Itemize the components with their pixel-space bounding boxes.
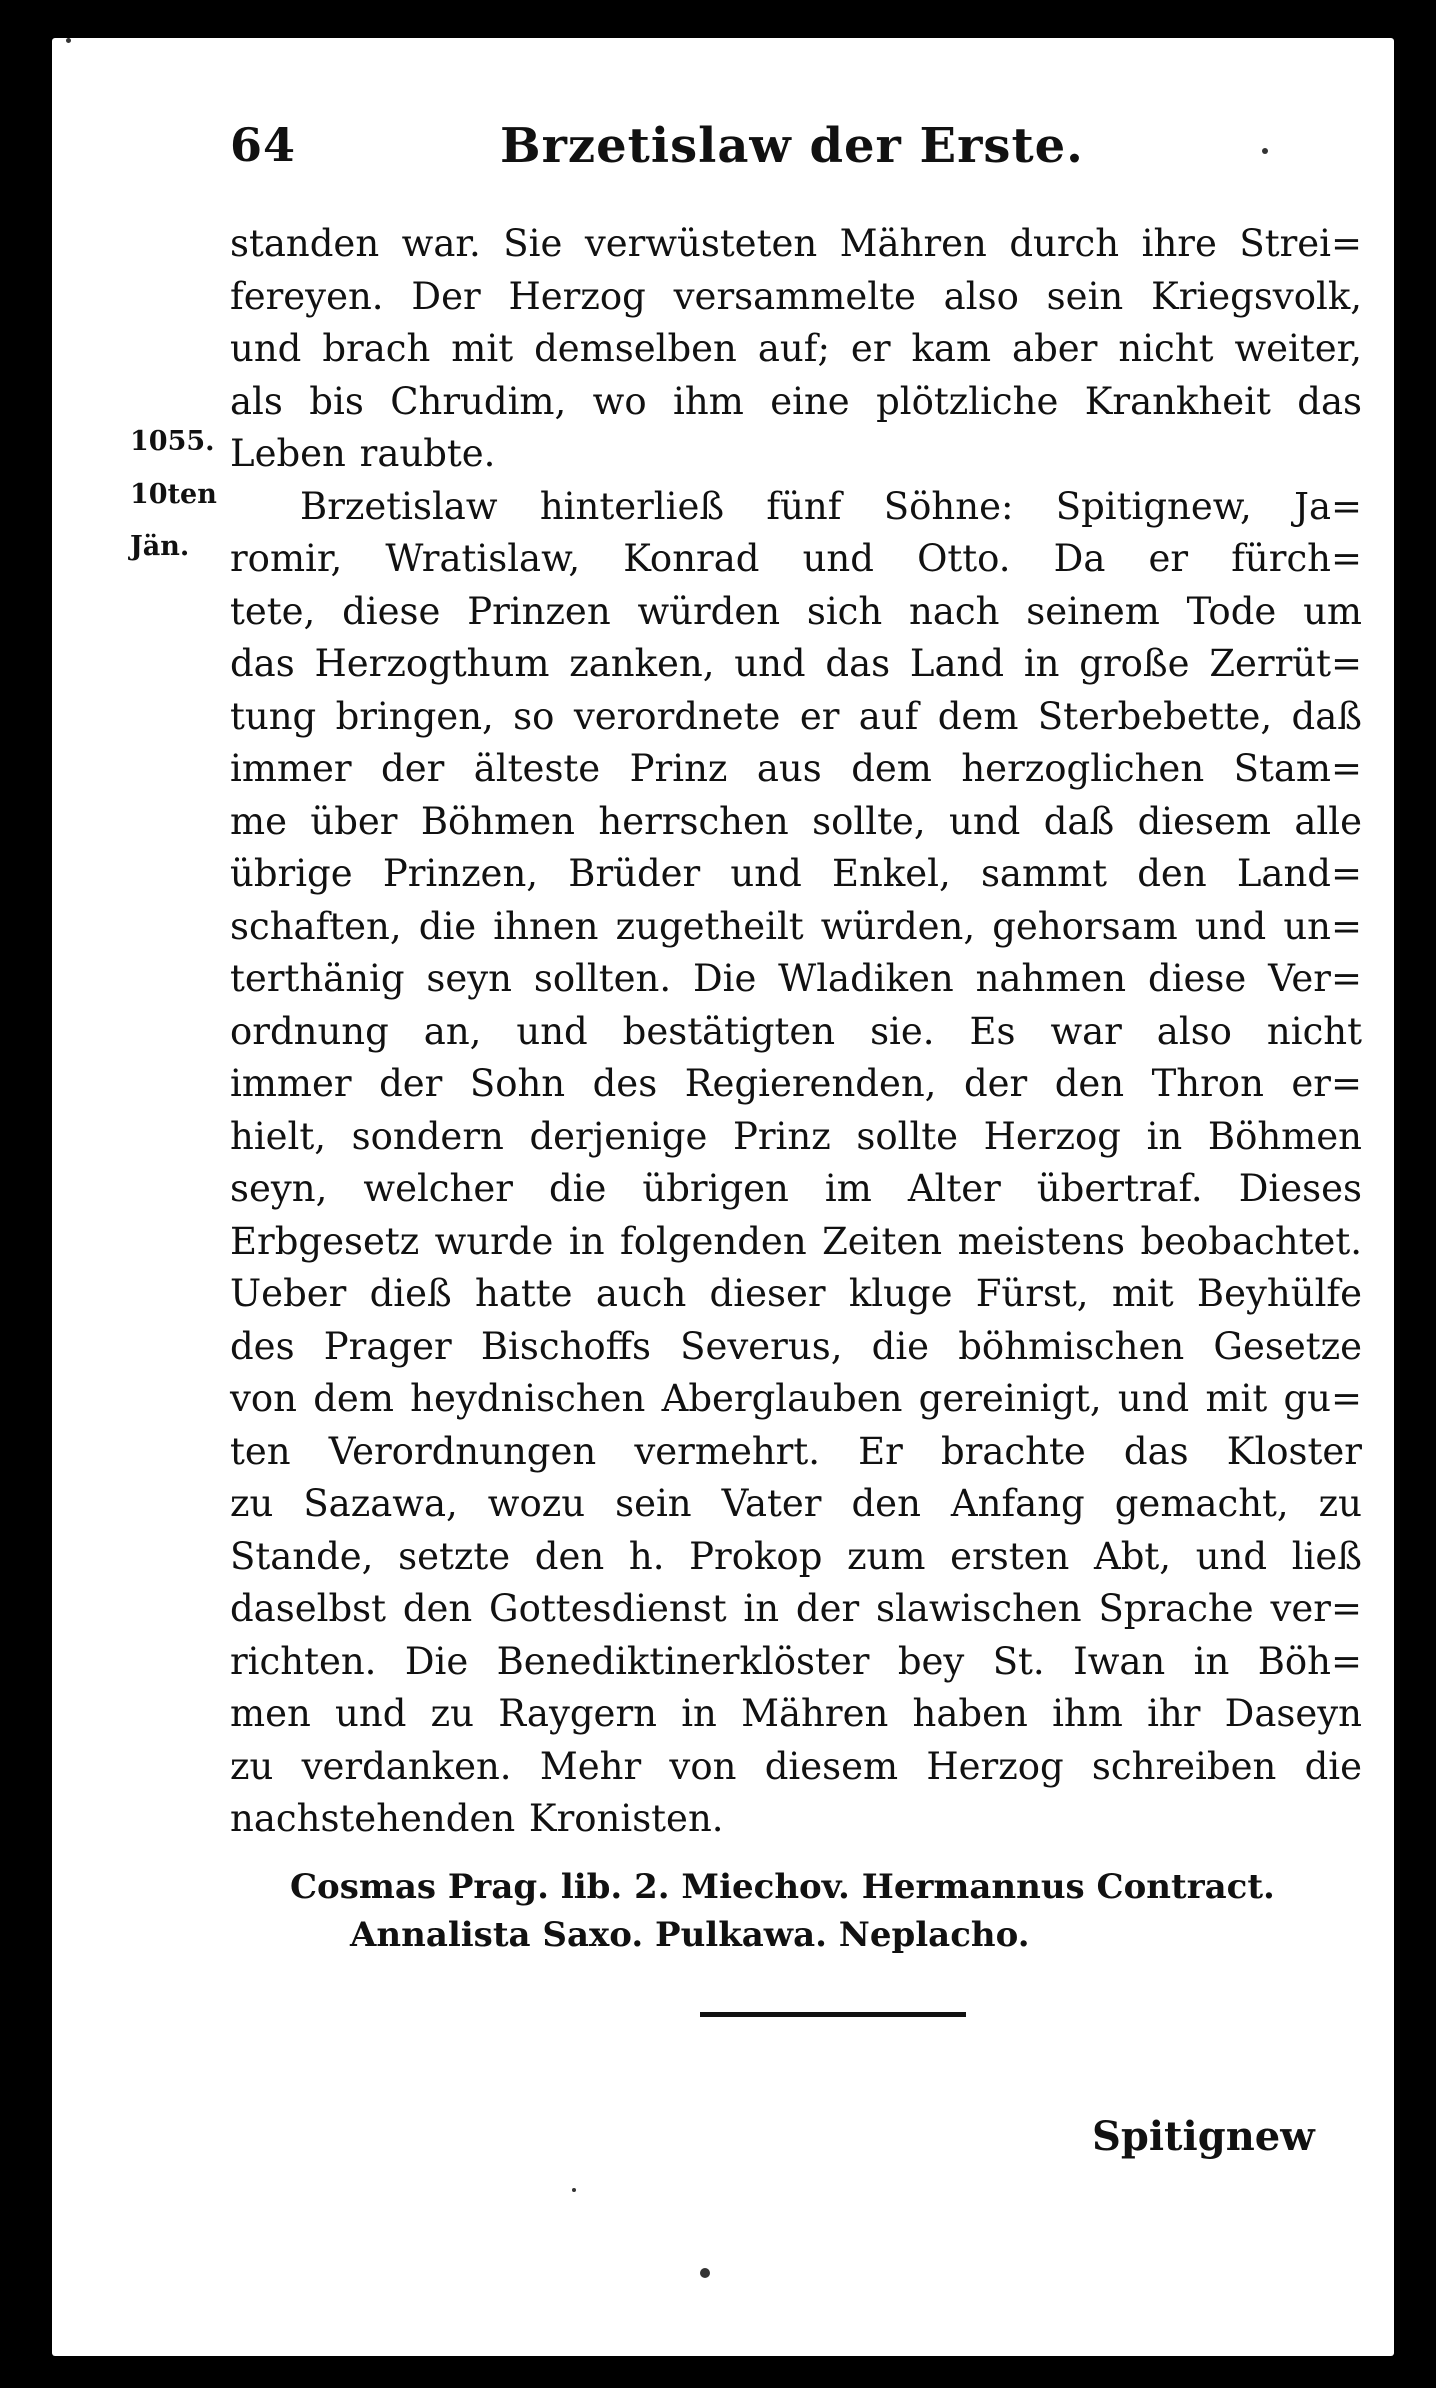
text-line: ten Verordnungen vermehrt. Er brachte das Kloster: [230, 1429, 1362, 1473]
text-line: und brach mit demselben auf; er kam aber nicht weiter,: [230, 327, 1362, 370]
catchword: Spitignew: [1092, 2113, 1315, 2160]
text-line: das Herzogthum zanken, und das Land in große Zerrüt=: [230, 642, 1362, 685]
text-line: tung bringen, so verordnete er auf dem Sterbebette, daß: [230, 694, 1362, 738]
margin-note-month: Jän.: [130, 531, 190, 562]
text-line: tete, diese Prinzen würden sich nach seinem Tode um: [230, 589, 1362, 633]
ink-speck: [66, 38, 71, 43]
margin-note-year: 1055.: [130, 426, 215, 457]
ink-speck: [1262, 148, 1268, 154]
text-line: standen war. Sie verwüsteten Mähren durch ihre Strei=: [230, 222, 1362, 265]
text-line: immer der älteste Prinz aus dem herzoglichen Stam=: [230, 747, 1362, 790]
section-divider: [700, 2012, 966, 2017]
text-line: romir, Wratislaw, Konrad und Otto. Da er fürch=: [230, 537, 1362, 580]
text-line: Leben raubte.: [230, 432, 496, 475]
text-line: nachstehenden Kronisten.: [230, 1797, 724, 1840]
text-line: ordnung an, und bestätigten sie. Es war also nicht: [230, 1009, 1362, 1053]
text-line: des Prager Bischoffs Severus, die böhmischen Gesetze: [230, 1324, 1362, 1368]
text-line: terthänig seyn sollten. Die Wladiken nahmen diese Ver=: [230, 957, 1362, 1000]
text-line: fereyen. Der Herzog versammelte also sein Kriegsvolk,: [230, 274, 1362, 318]
text-line: zu verdanken. Mehr von diesem Herzog schreiben die: [230, 1744, 1362, 1788]
book-page: [52, 38, 1394, 2356]
text-line: Brzetislaw hinterließ fünf Söhne: Spitignew, Ja=: [300, 484, 1362, 528]
page-number: 64: [230, 118, 297, 172]
source-line: Annalista Saxo. Pulkawa. Neplacho.: [350, 1915, 1030, 1955]
text-line: immer der Sohn des Regierenden, der den Thron er=: [230, 1062, 1362, 1105]
ink-speck: [700, 2268, 710, 2278]
text-line: Erbgesetz wurde in folgenden Zeiten meistens beobachtet.: [230, 1219, 1362, 1263]
running-title: Brzetislaw der Erste.: [500, 118, 1084, 174]
text-line: als bis Chrudim, wo ihm eine plötzliche Krankheit das: [230, 379, 1362, 423]
page-header: [230, 118, 1270, 198]
text-line: zu Sazawa, wozu sein Vater den Anfang gemacht, zu: [230, 1482, 1362, 1525]
text-line: seyn, welcher die übrigen im Alter übertraf. Dieses: [230, 1167, 1362, 1210]
text-line: Stande, setzte den h. Prokop zum ersten Abt, und ließ: [230, 1534, 1362, 1578]
margin-notes: [130, 416, 226, 574]
ink-speck: [572, 2188, 576, 2192]
text-line: men und zu Raygern in Mähren haben ihm ihr Daseyn: [230, 1692, 1362, 1735]
body-text: [230, 218, 1362, 1846]
source-line: Cosmas Prag. lib. 2. Miechov. Hermannus Contract.: [290, 1867, 1275, 1907]
text-line: hielt, sondern derjenige Prinz sollte Herzog in Böhmen: [230, 1114, 1362, 1158]
source-references: [290, 1863, 1370, 1959]
text-line: übrige Prinzen, Brüder und Enkel, sammt den Land=: [230, 852, 1362, 895]
text-line: richten. Die Benediktinerklöster bey St. Iwan in Böh=: [230, 1639, 1362, 1683]
text-line: daselbst den Gottesdienst in der slawischen Sprache ver=: [230, 1587, 1362, 1630]
text-line: schaften, die ihnen zugetheilt würden, gehorsam und un=: [230, 904, 1362, 948]
text-line: Ueber dieß hatte auch dieser kluge Fürst, mit Beyhülfe: [230, 1272, 1362, 1315]
text-line: me über Böhmen herrschen sollte, und daß diesem alle: [230, 799, 1362, 843]
text-line: von dem heydnischen Aberglauben gereinigt, und mit gu=: [230, 1377, 1362, 1420]
margin-note-day: 10ten: [130, 478, 217, 510]
